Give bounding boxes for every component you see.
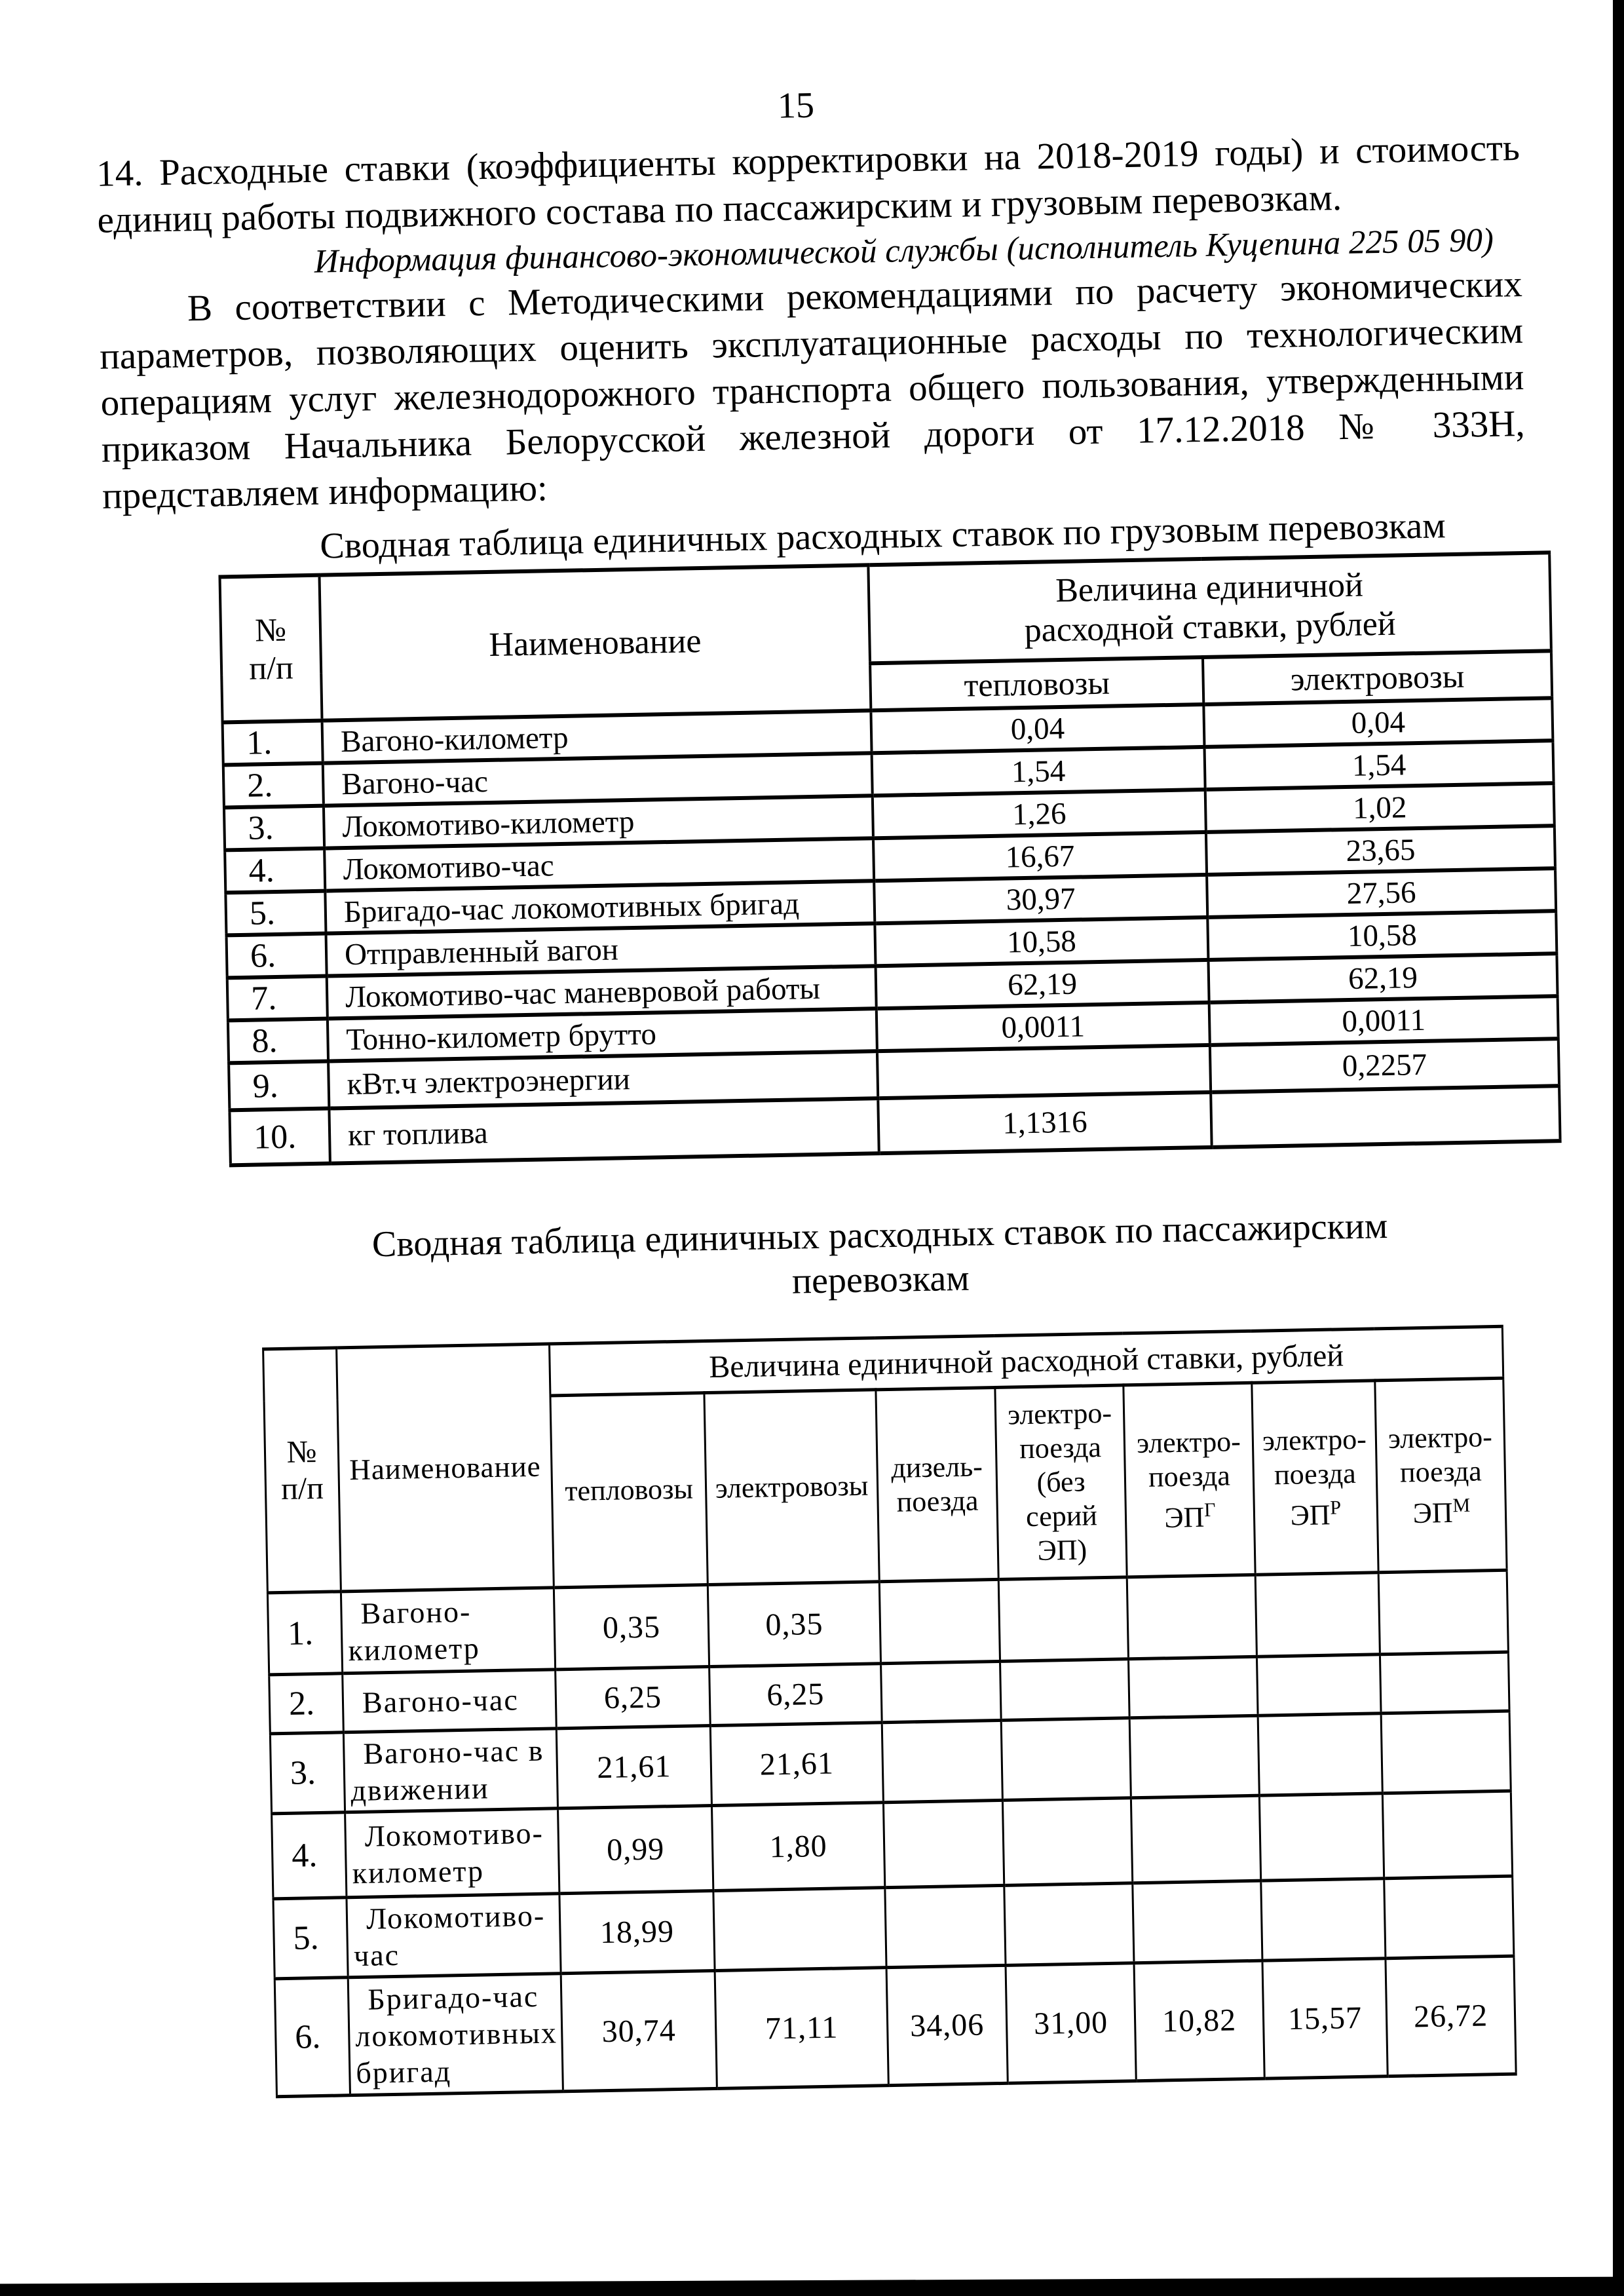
passenger-header-col-teplovozy bbox=[550, 1393, 708, 1588]
cell-num: 6. bbox=[274, 1978, 350, 2097]
cell-name: Локомотиво- километр bbox=[345, 1808, 559, 1898]
cell-value-diesel: 0,0011 bbox=[877, 1003, 1210, 1051]
cell-value: 21,61 bbox=[556, 1726, 711, 1808]
cell-value bbox=[1128, 1656, 1258, 1718]
cell-num: 5. bbox=[225, 891, 326, 936]
cell-value: 6,25 bbox=[556, 1667, 711, 1729]
cell-value: 0,35 bbox=[554, 1585, 709, 1670]
cell-value bbox=[1133, 1881, 1262, 1963]
cell-num: 4. bbox=[225, 849, 325, 893]
column-label-superscript: Г bbox=[1203, 1499, 1216, 1521]
cell-value: 21,61 bbox=[710, 1723, 883, 1806]
column-label: электро- поезда (без серий ЭП) bbox=[1007, 1396, 1112, 1567]
passenger-row bbox=[274, 1956, 1516, 2097]
cell-value: 10,82 bbox=[1134, 1961, 1264, 2081]
cell-value bbox=[1255, 1573, 1380, 1656]
page-number: 15 bbox=[777, 85, 815, 126]
cell-value bbox=[713, 1888, 886, 1971]
cell-value bbox=[1382, 1791, 1512, 1879]
cell-value bbox=[1380, 1652, 1509, 1713]
column-label: дизель- поезда bbox=[890, 1450, 983, 1518]
info-note: Информация финансово-экономической службы (исполнитель Куцепина 225 05 90) bbox=[314, 221, 1494, 280]
cell-num: 2. bbox=[269, 1674, 344, 1734]
freight-header-value-group: Величина единичной расходной ставки, рублей bbox=[868, 552, 1551, 663]
freight-header-col-diesel: тепловозы bbox=[870, 657, 1203, 710]
passenger-header-col-dizel-poezda bbox=[876, 1387, 998, 1581]
cell-num: 3. bbox=[224, 806, 324, 851]
paragraph-14: 14. Расходные ставки (коэффициенты корректировки на 2018-2019 годы) и стоимость единиц работы подвижного состава по пассажирским и грузовым перевозкам. bbox=[96, 127, 1520, 241]
cell-value-electric: 23,65 bbox=[1206, 826, 1555, 875]
cell-value bbox=[881, 1661, 1002, 1722]
cell-num: 8. bbox=[228, 1019, 328, 1063]
cell-num: 1. bbox=[267, 1592, 342, 1675]
cell-name: Бригадо-час локомотивных бригад bbox=[325, 881, 875, 933]
cell-name: кг топлива bbox=[329, 1098, 878, 1163]
cell-name: Локомотиво-час bbox=[324, 838, 874, 890]
cell-value-diesel: 1,1316 bbox=[878, 1092, 1211, 1153]
cell-value-electric: 0,04 bbox=[1203, 698, 1553, 747]
cell-value bbox=[1131, 1795, 1260, 1883]
cell-value: 26,72 bbox=[1386, 1956, 1516, 2076]
cell-value bbox=[998, 1577, 1128, 1662]
cell-value: 34,06 bbox=[886, 1965, 1008, 2085]
column-label-superscript: Р bbox=[1330, 1497, 1342, 1519]
cell-value: 6,25 bbox=[709, 1664, 882, 1726]
cell-value-electric: 0,2257 bbox=[1210, 1039, 1559, 1092]
cell-value-electric bbox=[1211, 1086, 1560, 1147]
cell-value bbox=[1001, 1718, 1131, 1801]
cell-num: 2. bbox=[223, 763, 324, 808]
cell-value-diesel: 1,26 bbox=[873, 790, 1206, 838]
passenger-table-title: Сводная таблица единичных расходных ставок по пассажирским перевозкам bbox=[371, 1205, 1388, 1302]
column-label: электро- поезда ЭП bbox=[1262, 1423, 1367, 1532]
cell-num: 9. bbox=[229, 1062, 329, 1111]
cell-value: 31,00 bbox=[1006, 1963, 1136, 2084]
passenger-header-col-elektropoezda-ep-r bbox=[1252, 1381, 1378, 1575]
cell-name: Тонно-километр брутто bbox=[328, 1008, 877, 1061]
passenger-header-col-elektropoezda-bez-seriy-ep bbox=[995, 1385, 1127, 1580]
column-label: электро- поезда ЭП bbox=[1388, 1420, 1493, 1529]
cell-value bbox=[1259, 1793, 1384, 1881]
cell-value: 18,99 bbox=[559, 1891, 715, 1974]
column-label: электровозы bbox=[715, 1469, 869, 1504]
cell-value: 1,80 bbox=[711, 1803, 884, 1891]
cell-num: 3. bbox=[270, 1732, 345, 1814]
cell-name: Вагоно-километр bbox=[322, 710, 872, 763]
cell-value bbox=[882, 1720, 1002, 1802]
cell-value-electric: 27,56 bbox=[1207, 868, 1556, 917]
cell-name: Локомотиво-километр bbox=[324, 795, 873, 848]
cell-value-diesel: 1,54 bbox=[872, 747, 1205, 795]
cell-value bbox=[1256, 1655, 1381, 1715]
cell-value bbox=[883, 1800, 1004, 1887]
cell-name: Локомотиво-час маневровой работы bbox=[327, 966, 877, 1018]
scan-edge-artifact-right bbox=[1613, 0, 1624, 2296]
cell-value: 0,35 bbox=[708, 1582, 880, 1667]
column-label: электро- поезда ЭП bbox=[1136, 1425, 1241, 1534]
cell-name: Вагоно- километр bbox=[341, 1588, 555, 1674]
cell-value-diesel bbox=[877, 1045, 1211, 1098]
scan-edge-artifact-bottom bbox=[0, 2277, 1624, 2296]
cell-value bbox=[1004, 1883, 1134, 1966]
freight-header-name: Наименование bbox=[319, 565, 871, 720]
cell-value bbox=[885, 1885, 1006, 1967]
cell-name: Вагоно-час в движении bbox=[343, 1729, 557, 1812]
cell-value: 15,57 bbox=[1262, 1959, 1388, 2078]
cell-value: 30,74 bbox=[561, 1970, 717, 2091]
cell-value-electric: 62,19 bbox=[1208, 953, 1557, 1003]
cell-value-diesel: 62,19 bbox=[876, 960, 1209, 1008]
freight-table bbox=[218, 550, 1561, 1167]
freight-header-col-electric: электровозы bbox=[1203, 651, 1552, 704]
cell-value bbox=[1000, 1659, 1130, 1721]
passenger-header-col-elektropoezda-ep-g bbox=[1124, 1383, 1255, 1577]
body-paragraph: В соответствии с Методическими рекомендациями по расчету экономических параметров, позволяющих оценить эксплуатационные расходы по технологическим операциям услуг железнодорожного транспорта общего пользования, утвержденными приказом Начальника Белорусской железной дороги от 17.12.2018 № 333Н, представляем информацию: bbox=[99, 263, 1526, 517]
cell-value-electric: 1,54 bbox=[1205, 740, 1554, 790]
passenger-header-num: № п/п bbox=[263, 1348, 341, 1593]
cell-name: Бригадо-час локомотивных бригад bbox=[348, 1974, 563, 2095]
cell-value: 0,99 bbox=[558, 1806, 713, 1894]
cell-value bbox=[1002, 1798, 1132, 1886]
cell-value-diesel: 10,58 bbox=[875, 917, 1208, 966]
cell-value-electric: 1,02 bbox=[1205, 783, 1555, 832]
cell-name: кВт.ч электроэнергии bbox=[328, 1051, 878, 1108]
cell-value bbox=[1258, 1713, 1382, 1795]
freight-header-num: № п/п bbox=[219, 575, 322, 723]
passenger-header-value-group: Величина единичной расходной ставки, рублей bbox=[550, 1326, 1503, 1396]
cell-value bbox=[1129, 1715, 1259, 1798]
cell-num: 5. bbox=[273, 1898, 348, 1979]
passenger-header-col-elektropoezda-ep-m bbox=[1375, 1378, 1507, 1573]
cell-value bbox=[1378, 1570, 1508, 1655]
cell-num: 4. bbox=[272, 1812, 347, 1899]
cell-name: Отправленный вагон bbox=[326, 923, 875, 976]
cell-value bbox=[879, 1579, 1000, 1663]
passenger-header-name: Наименование bbox=[337, 1344, 554, 1592]
cell-value: 71,11 bbox=[715, 1968, 888, 2089]
cell-value bbox=[1384, 1876, 1514, 1959]
passenger-table bbox=[262, 1325, 1517, 2099]
passenger-header-col-elektrovozy bbox=[704, 1390, 879, 1585]
cell-value bbox=[1381, 1711, 1511, 1793]
cell-name: Вагоно-час bbox=[323, 753, 873, 805]
column-label-superscript: М bbox=[1452, 1494, 1471, 1516]
column-label: тепловозы bbox=[564, 1472, 694, 1508]
cell-num: 10. bbox=[229, 1109, 330, 1166]
cell-value-diesel: 30,97 bbox=[874, 875, 1207, 923]
cell-name: Вагоно-час bbox=[343, 1670, 557, 1732]
cell-num: 1. bbox=[223, 721, 323, 765]
cell-value-electric: 10,58 bbox=[1207, 911, 1557, 960]
cell-name: Локомотиво- час bbox=[347, 1894, 561, 1978]
cell-value bbox=[1261, 1879, 1386, 1961]
cell-value-electric: 0,0011 bbox=[1209, 996, 1558, 1045]
cell-num: 7. bbox=[227, 976, 328, 1021]
cell-value-diesel: 0,04 bbox=[871, 704, 1204, 753]
cell-value bbox=[1127, 1575, 1256, 1659]
cell-value-diesel: 16,67 bbox=[873, 832, 1207, 881]
cell-num: 6. bbox=[227, 934, 327, 978]
freight-table-title: Сводная таблица единичных расходных ставок по грузовым перевозкам bbox=[319, 505, 1446, 567]
